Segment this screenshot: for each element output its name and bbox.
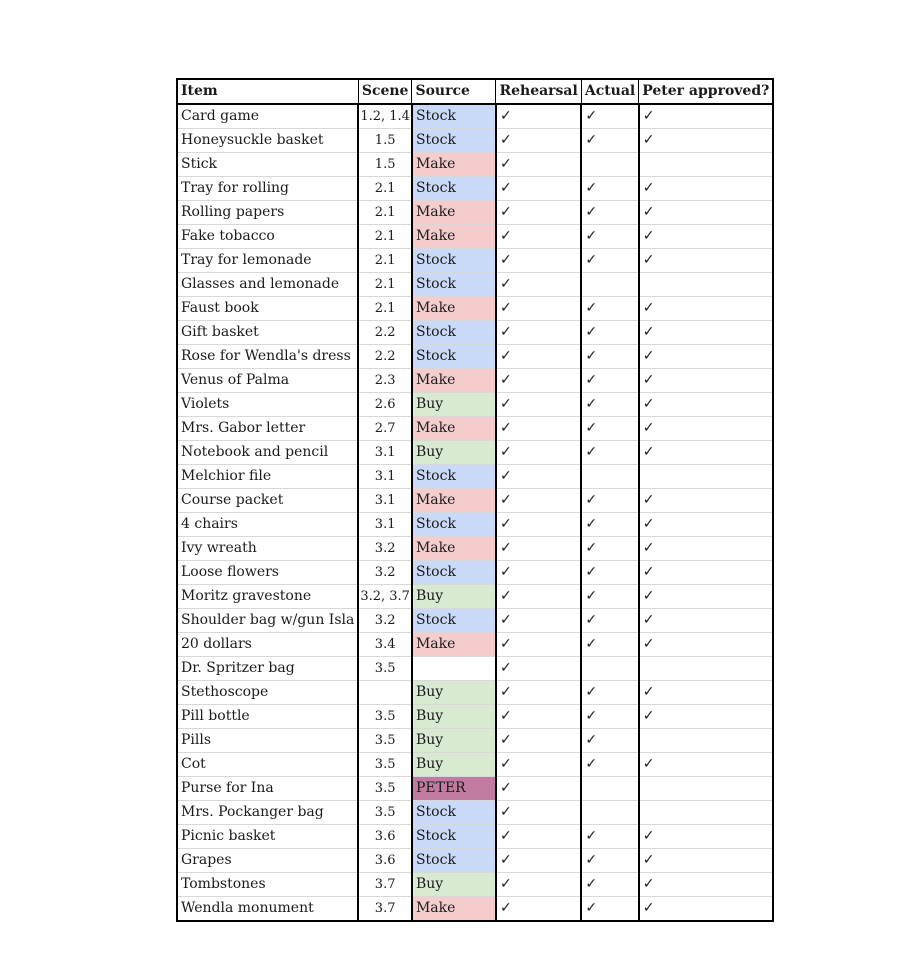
table-row (177, 801, 773, 825)
peter-approved-check: ✓ (639, 441, 774, 465)
item-cell: Fake tobacco (177, 225, 358, 249)
actual-check: ✓ (581, 729, 638, 753)
table-row (177, 345, 773, 369)
header-scene: Scene (358, 79, 412, 104)
header-item: Item (177, 79, 358, 104)
rehearsal-check: ✓ (496, 201, 581, 225)
table-row (177, 633, 773, 657)
item-cell: Picnic basket (177, 825, 358, 849)
table-row (177, 153, 773, 177)
source-cell: Stock (412, 609, 496, 633)
actual-check: ✓ (581, 513, 638, 537)
source-cell: Make (412, 489, 496, 513)
peter-approved-check: ✓ (639, 537, 774, 561)
table-row (177, 393, 773, 417)
actual-check: ✓ (581, 249, 638, 273)
item-cell: Purse for Ina (177, 777, 358, 801)
source-cell: Stock (412, 825, 496, 849)
peter-approved-check: ✓ (639, 104, 774, 129)
peter-approved-check: ✓ (639, 633, 774, 657)
source-cell: Stock (412, 345, 496, 369)
peter-approved-check: ✓ (639, 345, 774, 369)
rehearsal-check: ✓ (496, 273, 581, 297)
scene-cell: 2.1 (358, 225, 412, 249)
peter-approved-check: ✓ (639, 825, 774, 849)
actual-check: ✓ (581, 873, 638, 897)
rehearsal-check: ✓ (496, 345, 581, 369)
rehearsal-check: ✓ (496, 104, 581, 129)
source-cell: Make (412, 633, 496, 657)
scene-cell: 3.2 (358, 537, 412, 561)
table-row (177, 513, 773, 537)
peter-approved-check: ✓ (639, 873, 774, 897)
actual-check (581, 657, 638, 681)
actual-check: ✓ (581, 609, 638, 633)
source-cell (412, 657, 496, 681)
rehearsal-check: ✓ (496, 393, 581, 417)
table-row (177, 585, 773, 609)
table-body (177, 104, 773, 921)
actual-check (581, 153, 638, 177)
item-cell: Shoulder bag w/gun Isla (177, 609, 358, 633)
source-cell: Make (412, 369, 496, 393)
source-cell: Buy (412, 393, 496, 417)
source-cell: Stock (412, 104, 496, 129)
source-cell: PETER (412, 777, 496, 801)
scene-cell: 3.5 (358, 729, 412, 753)
table-row (177, 897, 773, 922)
scene-cell: 3.5 (358, 657, 412, 681)
item-cell: Card game (177, 104, 358, 129)
source-cell: Stock (412, 249, 496, 273)
table-row (177, 104, 773, 129)
table-row (177, 849, 773, 873)
actual-check: ✓ (581, 633, 638, 657)
table-row (177, 873, 773, 897)
table-row (177, 249, 773, 273)
peter-approved-check: ✓ (639, 585, 774, 609)
source-cell: Stock (412, 129, 496, 153)
actual-check: ✓ (581, 537, 638, 561)
actual-check: ✓ (581, 369, 638, 393)
item-cell: 4 chairs (177, 513, 358, 537)
header-rehearsal: Rehearsal (496, 79, 581, 104)
peter-approved-check: ✓ (639, 417, 774, 441)
rehearsal-check: ✓ (496, 465, 581, 489)
table-row (177, 489, 773, 513)
peter-approved-check: ✓ (639, 681, 774, 705)
actual-check: ✓ (581, 297, 638, 321)
actual-check: ✓ (581, 561, 638, 585)
rehearsal-check: ✓ (496, 753, 581, 777)
peter-approved-check: ✓ (639, 849, 774, 873)
actual-check (581, 465, 638, 489)
scene-cell: 3.2 (358, 609, 412, 633)
item-cell: Glasses and lemonade (177, 273, 358, 297)
rehearsal-check: ✓ (496, 897, 581, 922)
item-cell: Gift basket (177, 321, 358, 345)
rehearsal-check: ✓ (496, 609, 581, 633)
scene-cell: 2.6 (358, 393, 412, 417)
source-cell: Make (412, 537, 496, 561)
item-cell: Honeysuckle basket (177, 129, 358, 153)
peter-approved-check: ✓ (639, 489, 774, 513)
table-row (177, 561, 773, 585)
item-cell: Violets (177, 393, 358, 417)
scene-cell: 3.7 (358, 873, 412, 897)
actual-check: ✓ (581, 393, 638, 417)
scene-cell: 3.5 (358, 705, 412, 729)
item-cell: Stick (177, 153, 358, 177)
item-cell: Mrs. Pockanger bag (177, 801, 358, 825)
table-row (177, 753, 773, 777)
peter-approved-check: ✓ (639, 705, 774, 729)
actual-check: ✓ (581, 681, 638, 705)
peter-approved-check: ✓ (639, 249, 774, 273)
scene-cell: 3.1 (358, 465, 412, 489)
actual-check: ✓ (581, 225, 638, 249)
source-cell: Make (412, 225, 496, 249)
source-cell: Stock (412, 849, 496, 873)
source-cell: Buy (412, 873, 496, 897)
item-cell: Rolling papers (177, 201, 358, 225)
source-cell: Stock (412, 465, 496, 489)
item-cell: Grapes (177, 849, 358, 873)
rehearsal-check: ✓ (496, 177, 581, 201)
rehearsal-check: ✓ (496, 513, 581, 537)
scene-cell: 3.5 (358, 753, 412, 777)
item-cell: Venus of Palma (177, 369, 358, 393)
table-row (177, 177, 773, 201)
scene-cell: 3.2 (358, 561, 412, 585)
scene-cell: 3.2, 3.7 (358, 585, 412, 609)
actual-check: ✓ (581, 345, 638, 369)
peter-approved-check: ✓ (639, 753, 774, 777)
peter-approved-check (639, 729, 774, 753)
item-cell: Tombstones (177, 873, 358, 897)
actual-check (581, 801, 638, 825)
scene-cell: 2.1 (358, 273, 412, 297)
item-cell: Notebook and pencil (177, 441, 358, 465)
rehearsal-check: ✓ (496, 825, 581, 849)
table-row (177, 441, 773, 465)
rehearsal-check: ✓ (496, 633, 581, 657)
props-table (176, 78, 774, 922)
rehearsal-check: ✓ (496, 537, 581, 561)
actual-check: ✓ (581, 753, 638, 777)
source-cell: Stock (412, 561, 496, 585)
rehearsal-check: ✓ (496, 705, 581, 729)
peter-approved-check (639, 777, 774, 801)
item-cell: 20 dollars (177, 633, 358, 657)
source-cell: Make (412, 153, 496, 177)
header-peter-approved: Peter approved? (639, 79, 774, 104)
rehearsal-check: ✓ (496, 729, 581, 753)
source-cell: Buy (412, 705, 496, 729)
scene-cell: 3.4 (358, 633, 412, 657)
rehearsal-check: ✓ (496, 225, 581, 249)
scene-cell: 3.1 (358, 441, 412, 465)
header-actual: Actual (581, 79, 638, 104)
item-cell: Ivy wreath (177, 537, 358, 561)
actual-check (581, 273, 638, 297)
rehearsal-check: ✓ (496, 849, 581, 873)
actual-check: ✓ (581, 825, 638, 849)
scene-cell: 2.2 (358, 345, 412, 369)
actual-check: ✓ (581, 104, 638, 129)
table-row (177, 537, 773, 561)
actual-check: ✓ (581, 441, 638, 465)
rehearsal-check: ✓ (496, 153, 581, 177)
item-cell: Moritz gravestone (177, 585, 358, 609)
table-row (177, 681, 773, 705)
source-cell: Stock (412, 273, 496, 297)
item-cell: Rose for Wendla's dress (177, 345, 358, 369)
scene-cell: 3.1 (358, 489, 412, 513)
source-cell: Buy (412, 585, 496, 609)
source-cell: Stock (412, 801, 496, 825)
peter-approved-check (639, 153, 774, 177)
rehearsal-check: ✓ (496, 657, 581, 681)
peter-approved-check: ✓ (639, 225, 774, 249)
rehearsal-check: ✓ (496, 585, 581, 609)
scene-cell: 3.5 (358, 777, 412, 801)
peter-approved-check: ✓ (639, 513, 774, 537)
item-cell: Mrs. Gabor letter (177, 417, 358, 441)
rehearsal-check: ✓ (496, 681, 581, 705)
rehearsal-check: ✓ (496, 321, 581, 345)
actual-check: ✓ (581, 849, 638, 873)
table-row (177, 705, 773, 729)
rehearsal-check: ✓ (496, 417, 581, 441)
actual-check: ✓ (581, 129, 638, 153)
scene-cell: 3.5 (358, 801, 412, 825)
peter-approved-check (639, 657, 774, 681)
table-row (177, 321, 773, 345)
item-cell: Dr. Spritzer bag (177, 657, 358, 681)
scene-cell: 2.3 (358, 369, 412, 393)
table-row (177, 201, 773, 225)
item-cell: Course packet (177, 489, 358, 513)
item-cell: Pill bottle (177, 705, 358, 729)
peter-approved-check: ✓ (639, 129, 774, 153)
rehearsal-check: ✓ (496, 801, 581, 825)
table-row (177, 225, 773, 249)
scene-cell: 3.1 (358, 513, 412, 537)
source-cell: Stock (412, 321, 496, 345)
rehearsal-check: ✓ (496, 369, 581, 393)
rehearsal-check: ✓ (496, 561, 581, 585)
source-cell: Make (412, 201, 496, 225)
source-cell: Make (412, 897, 496, 922)
actual-check: ✓ (581, 897, 638, 922)
source-cell: Stock (412, 513, 496, 537)
table-row (177, 465, 773, 489)
scene-cell: 2.7 (358, 417, 412, 441)
peter-approved-check: ✓ (639, 321, 774, 345)
item-cell: Wendla monument (177, 897, 358, 922)
table-row (177, 297, 773, 321)
peter-approved-check: ✓ (639, 297, 774, 321)
actual-check: ✓ (581, 585, 638, 609)
source-cell: Stock (412, 177, 496, 201)
item-cell: Cot (177, 753, 358, 777)
actual-check (581, 777, 638, 801)
table-row (177, 417, 773, 441)
actual-check: ✓ (581, 705, 638, 729)
peter-approved-check: ✓ (639, 177, 774, 201)
peter-approved-check (639, 273, 774, 297)
rehearsal-check: ✓ (496, 777, 581, 801)
scene-cell: 2.1 (358, 177, 412, 201)
source-cell: Buy (412, 729, 496, 753)
scene-cell (358, 681, 412, 705)
table-row (177, 657, 773, 681)
table-row (177, 273, 773, 297)
scene-cell: 3.6 (358, 849, 412, 873)
table-row (177, 777, 773, 801)
peter-approved-check: ✓ (639, 561, 774, 585)
item-cell: Pills (177, 729, 358, 753)
scene-cell: 1.5 (358, 129, 412, 153)
scene-cell: 1.5 (358, 153, 412, 177)
source-cell: Buy (412, 753, 496, 777)
scene-cell: 1.2, 1.4 (358, 104, 412, 129)
item-cell: Stethoscope (177, 681, 358, 705)
item-cell: Tray for lemonade (177, 249, 358, 273)
table-row (177, 369, 773, 393)
peter-approved-check: ✓ (639, 369, 774, 393)
table-row (177, 729, 773, 753)
table-row (177, 825, 773, 849)
peter-approved-check: ✓ (639, 393, 774, 417)
header-row (177, 79, 773, 104)
actual-check: ✓ (581, 417, 638, 441)
item-cell: Melchior file (177, 465, 358, 489)
item-cell: Tray for rolling (177, 177, 358, 201)
peter-approved-check: ✓ (642, 900, 655, 916)
peter-approved-check (639, 465, 774, 489)
scene-cell: 3.7 (358, 897, 412, 922)
table-row (177, 609, 773, 633)
scene-cell: 2.1 (358, 249, 412, 273)
source-cell: Make (412, 297, 496, 321)
rehearsal-check: ✓ (496, 129, 581, 153)
rehearsal-check: ✓ (496, 441, 581, 465)
peter-approved-check (639, 801, 774, 825)
rehearsal-check: ✓ (496, 489, 581, 513)
scene-cell: 2.2 (358, 321, 412, 345)
source-cell: Make (412, 417, 496, 441)
item-cell: Loose flowers (177, 561, 358, 585)
actual-check: ✓ (581, 201, 638, 225)
rehearsal-check: ✓ (496, 297, 581, 321)
rehearsal-check: ✓ (496, 873, 581, 897)
peter-approved-check: ✓ (639, 201, 774, 225)
table-row (177, 129, 773, 153)
actual-check: ✓ (581, 489, 638, 513)
actual-check: ✓ (581, 321, 638, 345)
source-cell: Buy (412, 441, 496, 465)
item-cell: Faust book (177, 297, 358, 321)
scene-cell: 3.6 (358, 825, 412, 849)
source-cell: Buy (412, 681, 496, 705)
peter-approved-check: ✓ (639, 609, 774, 633)
rehearsal-check: ✓ (496, 249, 581, 273)
header-source: Source (412, 79, 496, 104)
scene-cell: 2.1 (358, 297, 412, 321)
scene-cell: 2.1 (358, 201, 412, 225)
actual-check: ✓ (581, 177, 638, 201)
